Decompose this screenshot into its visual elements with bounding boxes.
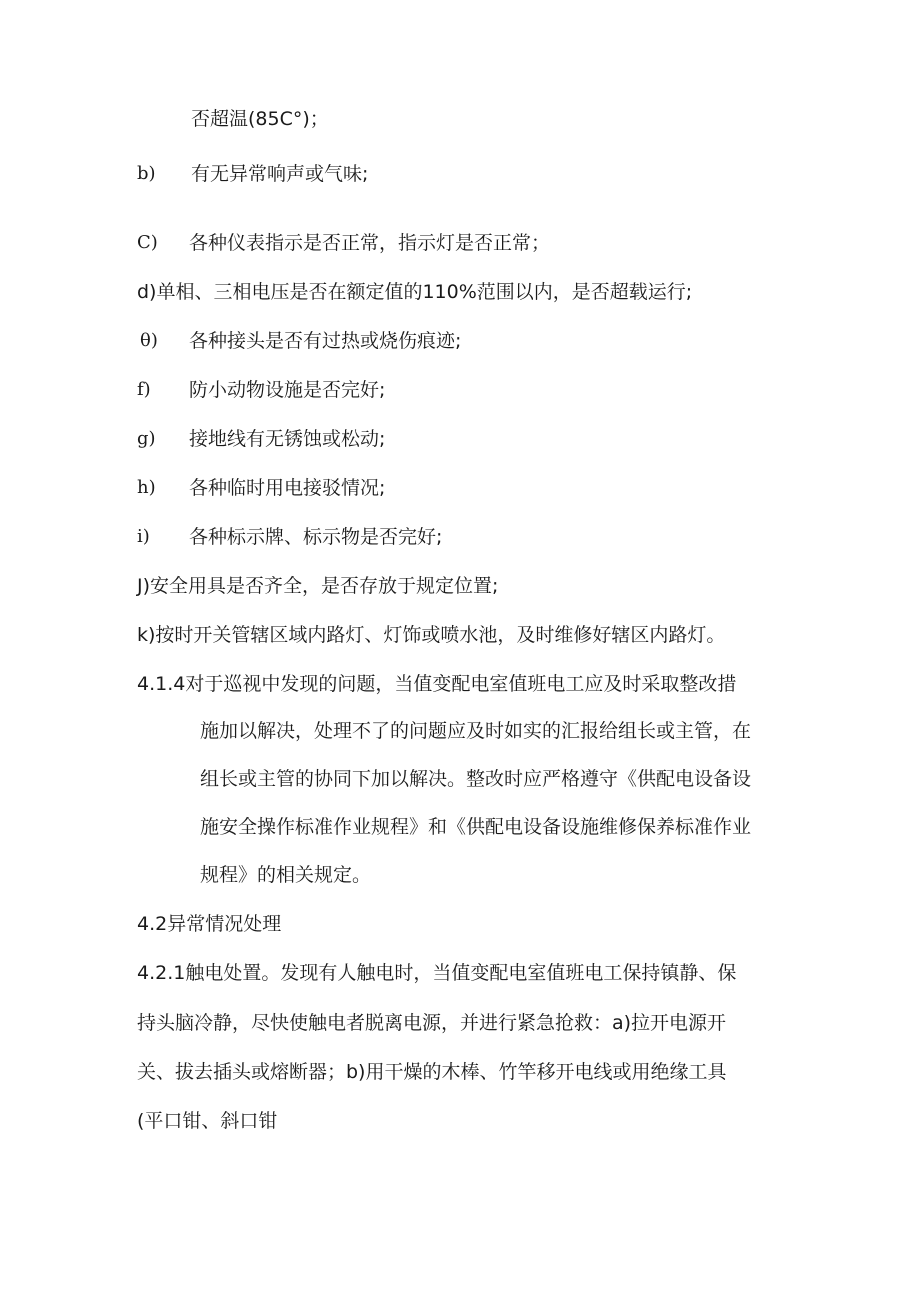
item-a-continuation: 否超温(85C°)； [191,108,329,130]
section-414-line-2: 施加以解决，处理不了的问题应及时如实的汇报给组长或主管，在 [200,720,752,742]
section-421-line-1: 4.2.1触电处置。发现有人触电时，当值变配电室值班电工保持镇静、保 [137,962,737,984]
section-414-line-4: 施安全操作标准作业规程》和《供配电设备设施维修保养标准作业 [200,816,752,838]
section-421-line-2: 持头脑冷静，尽快使触电者脱离电源，并进行紧急抢救：a)拉开电源开 [137,1012,727,1034]
item-label-i: i) [137,526,150,547]
item-text-c: 各种仪表指示是否正常，指示灯是否正常； [189,232,551,254]
item-label-b: b) [137,163,156,184]
item-d: d)单相、三相电压是否在额定值的110%范围以内，是否超载运行; [137,281,693,303]
section-421-line-3: 关、拔去插头或熔断器；b)用干燥的木棒、竹竿移开电线或用绝缘工具 [137,1061,727,1083]
section-42-heading: 4.2异常情况处理 [137,913,282,935]
item-label-f: f) [137,379,151,400]
item-j: J)安全用具是否齐全，是否存放于规定位置; [137,575,499,597]
item-text-f: 防小动物设施是否完好; [189,379,386,401]
section-421-line-4: (平口钳、斜口钳 [137,1110,278,1132]
item-label-c: C) [137,232,158,253]
item-text-i: 各种标示牌、标示物是否完好; [189,526,443,548]
section-414-line-5: 规程》的相关规定。 [200,864,372,886]
item-text-e: 各种接头是否有过热或烧伤痕迹; [189,330,462,352]
item-label-e: θ) [140,330,158,351]
item-k: k)按时开关管辖区域内路灯、灯饰或喷水池，及时维修好辖区内路灯。 [137,624,726,646]
item-text-b: 有无异常响声或气味; [191,163,369,185]
section-414-line-3: 组长或主管的协同下加以解决。整改时应严格遵守《供配电设备设 [200,768,752,790]
item-label-g: g) [137,428,156,449]
item-text-g: 接地线有无锈蚀或松动; [189,428,386,450]
item-label-h: h) [137,477,156,498]
item-text-h: 各种临时用电接驳情况; [189,477,386,499]
section-414-line-1: 4.1.4对于巡视中发现的问题，当值变配电室值班电工应及时采取整改措 [137,673,737,695]
